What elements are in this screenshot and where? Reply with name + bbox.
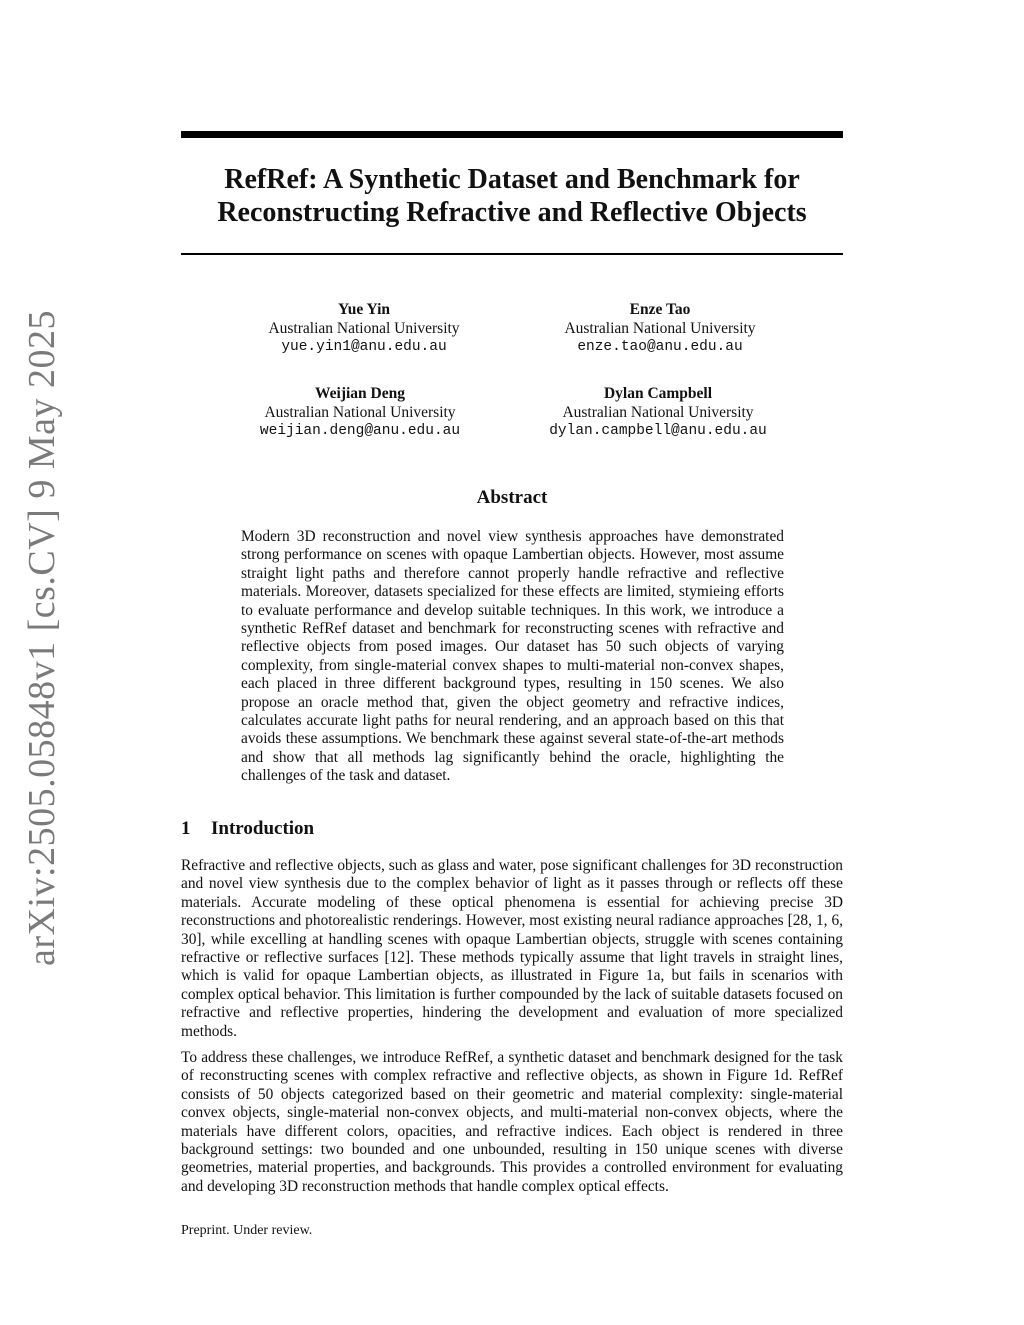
body-paragraph: Refractive and reflective objects, such as glass and water, pose significant challenges for 3D reconstruction and novel view synthesis due to the complex behavior of light as it passes through or reflects off these materials. Accurate modeling of these optical phenomena is essential for achieving precise 3D reconstructions and photorealistic renderings. However, most existing neural radiance approaches [28, 1, 6, 30], while excelling at handling scenes with opaque Lambertian objects, struggle with scenes containing refractive or reflective surfaces [12]. These methods typically assume that light travels in straight lines, which is valid for opaque Lambertian objects, as illustrated in Figure 1a, but fails in scenarios with complex optical behavior. This limitation is further compounded by the lack of suitable datasets focused on refractive and reflective properties, hindering the development and evaluation of more specialized methods. (181, 857, 843, 1040)
author-affiliation: Australian National University (562, 404, 754, 421)
footer-note: Preprint. Under review. (181, 1223, 313, 1238)
author-affiliation: Australian National University (564, 320, 756, 337)
author-name: Yue Yin (337, 301, 391, 318)
paper-title (160, 163, 864, 229)
title-line-2: Reconstructing Refractive and Reflective Objects (217, 197, 807, 228)
body-paragraph: To address these challenges, we introduce RefRef, a synthetic dataset and benchmark designed for the task of reconstructing scenes with complex refractive and reflective objects, as shown in Figure 1d. RefRef consists of 50 objects categorized based on their geometric and material complexity: single-material convex objects, single-material non-convex objects, and multi-material non-convex objects, where the materials have different colors, opacities, and refractive indices. Each object is rendered in three background settings: two bounded and one unbounded, resulting in 150 unique scenes with diverse geometries, material properties, and backgrounds. This provides a controlled environment for evaluating and developing 3D reconstruction methods that handle complex optical effects. (181, 1049, 843, 1195)
author-email[interactable]: yue.yin1@anu.edu.au (281, 339, 447, 355)
abstract-text: Modern 3D reconstruction and novel view synthesis approaches have demonstrated strong performance on scenes with opaque Lambertian objects. However, most assume straight light paths and therefore cannot properly handle refractive and reflective materials. Moreover, datasets specialized for these effects are limited, stymieing efforts to evaluate performance and develop suitable techniques. In this work, we introduce a synthetic RefRef dataset and benchmark for reconstructing scenes with refractive and reflective objects from posed images. Our dataset has 50 such objects of varying complexity, from single-material convex shapes to multi-material non-convex shapes, each placed in three different background types, resulting in 150 scenes. We also propose an oracle method that, given the object geometry and refractive indices, calculates accurate light paths for neural rendering, and an approach based on this that avoids these assumptions. We benchmark these against several state-of-the-art methods and show that all methods lag significantly behind the oracle, highlighting the challenges of the task and dataset. (241, 528, 784, 785)
title-line-1: RefRef: A Synthetic Dataset and Benchmark for (224, 164, 800, 195)
arxiv-identifier: arXiv:2505.05848v1 [cs.CV] 9 May 2025 (21, 310, 63, 966)
author-affiliation: Australian National University (264, 404, 456, 421)
title-bottom-rule (181, 253, 843, 255)
abstract-heading: Abstract (476, 487, 548, 508)
author-affiliation: Australian National University (268, 320, 460, 337)
author-email[interactable]: dylan.campbell@anu.edu.au (549, 423, 767, 439)
section-title: Introduction (211, 818, 315, 839)
author-name: Enze Tao (629, 301, 691, 318)
author-block (214, 300, 514, 357)
author-email[interactable]: weijian.deng@anu.edu.au (259, 423, 461, 439)
author-email[interactable]: enze.tao@anu.edu.au (577, 339, 743, 355)
author-name: Dylan Campbell (603, 385, 713, 402)
title-top-rule (181, 131, 843, 138)
author-name: Weijian Deng (315, 385, 405, 402)
section-heading (181, 818, 314, 840)
section-number: 1 (181, 818, 191, 839)
author-block (210, 384, 510, 441)
author-block (508, 384, 808, 441)
author-block (510, 300, 810, 357)
